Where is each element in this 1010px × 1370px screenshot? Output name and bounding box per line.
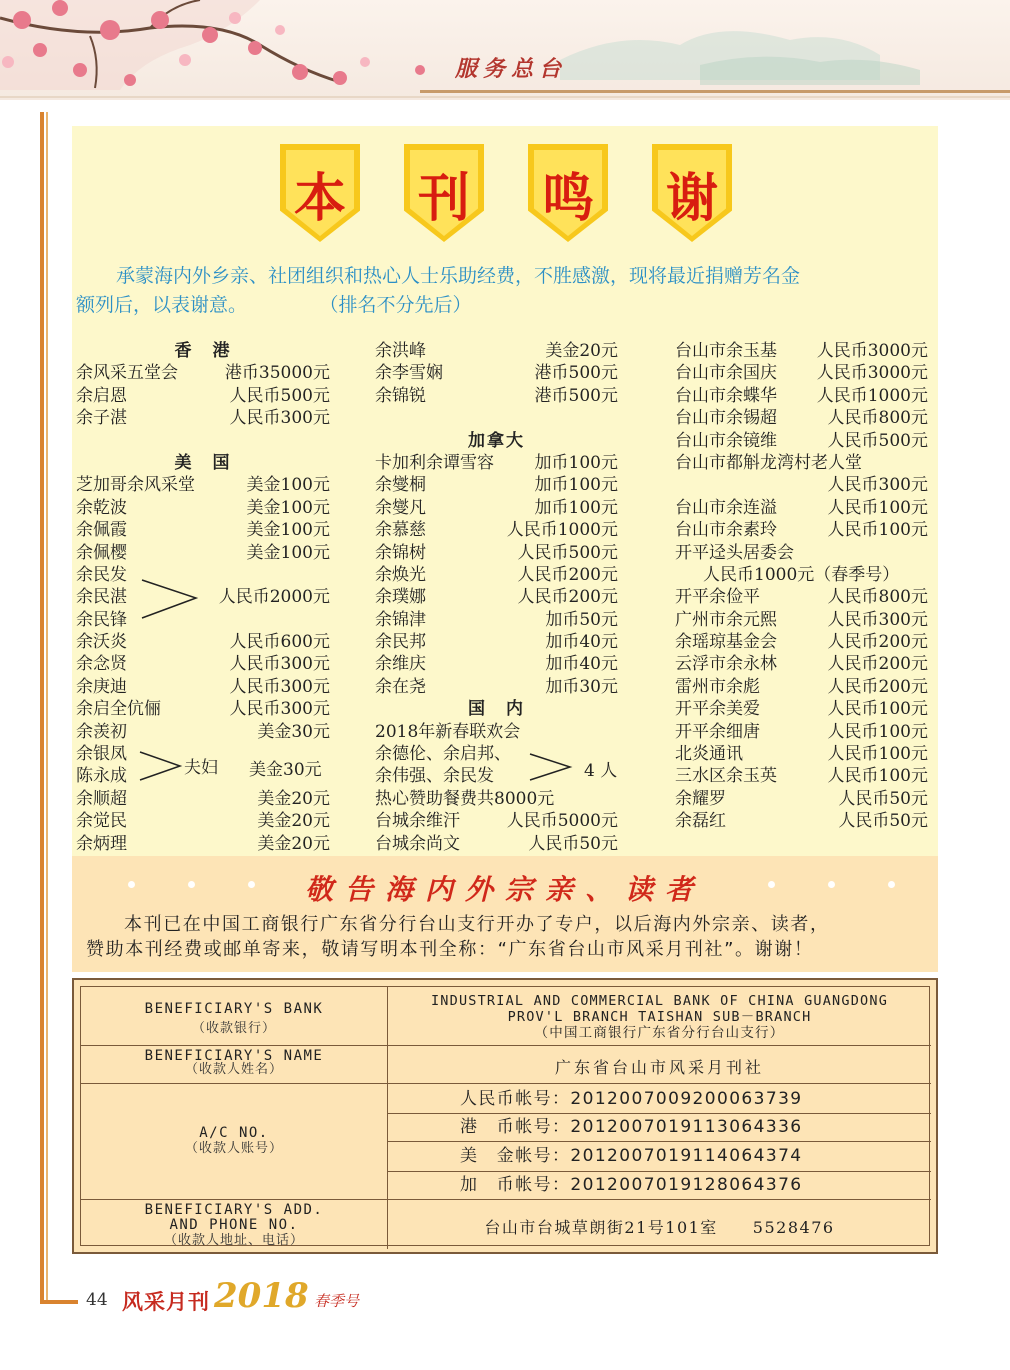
donor-amount: 港币35000元 (224, 363, 330, 384)
region-heading: 香 港 (174, 341, 232, 361)
donor-row (76, 653, 330, 675)
bank-label: BENEFICIARY'S BANK （收款银行） (144, 1001, 324, 1036)
donor-amount: 人民币200元 (827, 632, 928, 653)
donor-row (675, 362, 928, 384)
donor-row (675, 474, 928, 496)
donor-amount: 港币500元 (534, 385, 618, 406)
donor-row (675, 542, 928, 564)
account-number: 人民币帐号：201200700920006373​9 (460, 1089, 803, 1109)
donor-row (375, 788, 618, 810)
donor-amount: 人民币50元 (838, 811, 928, 832)
donor-row (375, 564, 618, 586)
donor-amount: 人民币100元 (827, 699, 928, 720)
notice-box (72, 856, 938, 972)
donor-row (675, 586, 928, 608)
donor-name: 余炳理 (76, 833, 127, 854)
donor-row (375, 833, 618, 855)
donor-name: 余念贤 (76, 654, 127, 675)
address-label: BENEFICIARY'S ADD. AND PHONE NO. （收款人地址、电话） (144, 1202, 324, 1248)
donor-row (675, 430, 928, 452)
donor-name: 余佩霞 (76, 520, 127, 541)
donor-amount: 人民币600元 (229, 632, 330, 653)
group-bracket-icon (528, 750, 574, 786)
group-bracket-icon (140, 574, 200, 624)
donor-row (675, 631, 928, 653)
donor-amount: 人民币300元 (827, 475, 928, 496)
donor-amount: 人民币200元 (827, 676, 928, 697)
donor-row (76, 385, 330, 407)
title-shield (652, 144, 732, 242)
donor-row (375, 519, 618, 541)
donor-amount: 人民币800元 (827, 587, 928, 608)
donor-row (76, 609, 330, 631)
donor-amount: 美金20元 (545, 341, 618, 361)
donor-row (76, 788, 330, 810)
left-border (40, 112, 44, 1304)
issue-season: 春季号 (314, 1292, 360, 1310)
donor-amount: 人民币300元 (229, 654, 330, 675)
donor-row (375, 765, 618, 787)
intro-line: 承蒙海内外乡亲、社团组织和热心人士乐助经费，不胜感激，现将最近捐赠芳名金 (116, 265, 801, 287)
address-value: 台山市台城草朗街21号101室 5528476 (484, 1218, 835, 1237)
donor-row (375, 586, 618, 608)
donor-row (675, 698, 928, 720)
donor-amount: 人民币200元 (517, 564, 618, 585)
donor-amount: 人民币50元 (528, 833, 618, 854)
donor-amount: 加币50元 (545, 609, 618, 630)
donor-name: 台山市余素玲 (675, 520, 777, 541)
issue-year: 2018 (214, 1276, 309, 1316)
donor-row (76, 810, 330, 832)
donor-name: 台山市余锡超 (675, 408, 777, 429)
title-shield (528, 144, 608, 242)
donor-amount: 美金30元 (257, 721, 330, 742)
donor-name: 云浮市余永林 (675, 654, 777, 675)
donor-row (675, 452, 928, 474)
donor-name: 余耀罗 (675, 788, 726, 809)
donor-row (675, 609, 928, 631)
donor-amount: 人民币100元 (827, 744, 928, 765)
donor-amount: 美金20元 (257, 788, 330, 809)
donor-amount: 人民币1000元 (816, 385, 928, 406)
bottom-border (40, 1300, 78, 1304)
donor-row (76, 542, 330, 564)
donor-amount: 人民币300元 (229, 699, 330, 720)
donor-name: 余磊红 (675, 811, 726, 832)
donor-name: 开平余细唐 (675, 721, 760, 742)
donor-name: 余风采五堂会 (76, 363, 178, 384)
donor-name: 余顺超 (76, 788, 127, 809)
region-heading: 国 内 (468, 699, 525, 720)
donor-amount: 人民币500元 (827, 430, 928, 451)
donor-name: 余子湛 (76, 408, 127, 429)
donor-name: 台山市余连溢 (675, 497, 777, 518)
title-char: 谢 (665, 169, 718, 229)
donor-name: 台山市余国庆 (675, 363, 777, 384)
donor-row (76, 407, 330, 429)
donor-name: 台城余尚文 (375, 833, 460, 854)
name-value: 广东省台山市风采月刊社 (554, 1058, 764, 1077)
account-label: A/C NO. （收款人账号） (184, 1125, 283, 1156)
donor-row (675, 564, 928, 586)
donor-name: 台山市余蝶华 (675, 385, 777, 406)
donor-row (375, 362, 618, 384)
donor-column-2 (375, 340, 618, 855)
donor-row (375, 474, 618, 496)
donor-row (76, 497, 330, 519)
donor-name: 余锦津 (375, 609, 426, 630)
donor-row (675, 788, 928, 810)
donor-amount: 美金20元 (257, 811, 330, 832)
donor-amount: 人民币2000元 (218, 587, 330, 608)
donor-row (675, 385, 928, 407)
donor-name: 广州市余元熙 (675, 609, 777, 630)
intro-paragraph (76, 262, 938, 320)
donor-row (675, 676, 928, 698)
donor-row (375, 743, 618, 765)
donor-name: 开平迳头居委会 (675, 542, 794, 563)
title-char: 刊 (417, 169, 470, 229)
donor-row (76, 474, 330, 496)
magazine-name: 风采月刊 (122, 1290, 210, 1314)
donor-amount: 人民币500元 (229, 385, 330, 406)
title-shield (280, 144, 360, 242)
donor-row (375, 497, 618, 519)
donor-row (675, 721, 928, 743)
donor-row (76, 833, 330, 855)
donor-name: 余燮凡 (375, 497, 426, 518)
title-shield (404, 144, 484, 242)
donor-name: 余瑶琼基金会 (675, 632, 777, 653)
donor-row (675, 340, 928, 362)
donor-row (675, 519, 928, 541)
donor-name: 余羡初 (76, 721, 127, 742)
donor-row (675, 497, 928, 519)
donor-row (675, 653, 928, 675)
donor-row (375, 385, 618, 407)
donor-row (76, 631, 330, 653)
notice-title: 敬告海内外宗亲、读者 (304, 873, 705, 906)
group-bracket-icon (138, 748, 184, 786)
donor-row (375, 721, 618, 743)
donor-amount: 人民币100元 (827, 520, 928, 541)
donor-amount: 港币500元 (534, 363, 618, 384)
couple-label: 夫妇 (184, 758, 218, 778)
donor-row (76, 721, 330, 743)
page-header (0, 0, 1010, 100)
donor-name: 余璞娜 (375, 587, 426, 608)
donor-amount: 人民币3000元 (816, 341, 928, 361)
donor-row (375, 810, 618, 832)
donor-name: 台城余维汗 (375, 811, 460, 832)
donor-row (76, 519, 330, 541)
donor-row (375, 653, 618, 675)
donor-name: 余民发 (76, 564, 127, 585)
donor-amount: 人民币100元 (827, 497, 928, 518)
donor-amount: 人民币500元 (517, 542, 618, 563)
title-char: 鸣 (541, 169, 594, 229)
donor-amount: 美金100元 (246, 542, 330, 563)
donor-name: 余沃炎 (76, 632, 127, 653)
header-rule-lower (0, 96, 1010, 98)
donor-name: 余洪峰 (375, 341, 426, 361)
bank-value: INDUSTRIAL AND COMMERCIAL BANK OF CHINA GUANGDONG PROV'L BRANCH TAISHAN SUB－BRANCH （中国工商银行广东省分行台山支行） (430, 993, 889, 1041)
donor-name: 三水区余玉英 (675, 766, 777, 787)
donor-row (76, 362, 330, 384)
donor-column-3 (675, 340, 928, 833)
donor-amount: 人民币200元 (517, 587, 618, 608)
donor-amount: 加币100元 (534, 475, 618, 496)
donor-name: 余慕慈 (375, 520, 426, 541)
header-rule (420, 90, 1010, 93)
donor-amount: 人民币1000元（春季号） (703, 564, 900, 585)
donor-name: 余银凤 (76, 744, 127, 765)
donor-row (76, 564, 330, 586)
donor-amount: 人民币300元 (229, 676, 330, 697)
donor-amount: 加币40元 (545, 632, 618, 653)
donor-name: 余民湛 (76, 587, 127, 608)
donor-row (375, 340, 618, 362)
donor-row (675, 743, 928, 765)
donor-amount: 加币100元 (534, 497, 618, 518)
page-number: 44 (86, 1290, 108, 1310)
donor-name: 2018年新春联欢会 (375, 721, 521, 742)
donor-name: 芝加哥余风采堂 (76, 475, 195, 496)
donor-name: 余在尧 (375, 676, 426, 697)
couple-amount: 美金30元 (249, 760, 322, 780)
notice-text: 本刊已在中国工商银行广东省分行台山支行开办了专户，以后海内外宗亲、读者， 赞助本刊经费或邮单寄来，敬请写明本刊全称：“广东省台山市风采月刊社”。谢谢！ (86, 914, 830, 960)
donor-row (675, 765, 928, 787)
donor-row (675, 407, 928, 429)
donor-name: 余庚迪 (76, 676, 127, 697)
donor-name: 卡加利余谭雪容 (375, 452, 494, 473)
donor-name: 余民锋 (76, 609, 127, 630)
donor-amount: 加币30元 (545, 676, 618, 697)
donor-row (76, 586, 330, 608)
donor-name: 余德伦、余启邦、 (375, 744, 511, 765)
donor-name: 北炎通讯 (675, 744, 743, 765)
donor-amount: 人民币200元 (827, 654, 928, 675)
donor-amount: 人民币1000元 (506, 520, 618, 541)
intro-note: （排名不分先后） (329, 294, 472, 316)
donor-row (76, 430, 330, 452)
donor-amount: 人民币100元 (827, 766, 928, 787)
donor-amount: 人民币800元 (827, 408, 928, 429)
donor-row (76, 698, 330, 720)
intro-line: 额列后，以表谢意。 （排名不分先后） (76, 294, 472, 316)
donor-name: 余伟强、余民发 (375, 766, 494, 787)
donor-name: 台山市都斛龙湾村老人堂 (675, 452, 862, 473)
account-number: 美 金帐号：2012007019114064374 (460, 1146, 803, 1166)
donor-name: 余佩樱 (76, 542, 127, 563)
donor-name: 余民邦 (375, 632, 426, 653)
donor-name: 雷州市余彪 (675, 676, 760, 697)
donor-row (375, 631, 618, 653)
donor-amount: 人民币50元 (838, 788, 928, 809)
section-title: 服务总台 (455, 56, 568, 82)
donor-name: 台山市余玉基 (675, 341, 777, 361)
donor-name: 余锦锐 (375, 385, 426, 406)
title-char: 本 (293, 169, 346, 229)
donor-amount: 人民币3000元 (816, 363, 928, 384)
donor-amount: 人民币100元 (827, 721, 928, 742)
left-border-inner (46, 112, 48, 1304)
donor-row (375, 407, 618, 429)
donor-name: 余觉民 (76, 811, 127, 832)
account-number: 港 币帐号：2012007019113064336 (460, 1117, 803, 1137)
donor-amount: 美金100元 (246, 475, 330, 496)
donor-row (675, 810, 928, 832)
donor-name: 余燮桐 (375, 475, 426, 496)
account-number: 加 币帐号：2012007019128064376 (460, 1175, 803, 1195)
region-heading: 加拿大 (468, 430, 525, 451)
donor-name: 余焕光 (375, 564, 426, 585)
name-label: BENEFICIARY'S NAME （收款人姓名） (144, 1048, 324, 1077)
group-amount: 4 人 (584, 761, 618, 781)
donor-amount: 美金20元 (257, 833, 330, 854)
donor-name: 陈永成 (76, 766, 127, 787)
donor-name: 余乾波 (76, 497, 127, 518)
region-heading: 美 国 (174, 452, 232, 473)
donor-amount: 美金100元 (246, 497, 330, 518)
donor-name: 余锦树 (375, 542, 426, 563)
donor-name: 余启全伉俪 (76, 699, 161, 720)
donor-row (76, 676, 330, 698)
donor-name: 台山市余镜维 (675, 430, 777, 451)
donor-name: 余李雪娴 (375, 363, 443, 384)
donor-amount: 加币40元 (545, 654, 618, 675)
donor-amount: 人民币5000元 (506, 811, 618, 832)
donor-amount: 加币100元 (534, 452, 618, 473)
donor-row (375, 542, 618, 564)
donor-amount: 美金100元 (246, 520, 330, 541)
donor-name: 余维庆 (375, 654, 426, 675)
donor-row (375, 609, 618, 631)
donor-row (375, 676, 618, 698)
heading-banner (280, 144, 750, 244)
donor-name: 开平余美爱 (675, 699, 760, 720)
donor-name: 开平余俭平 (675, 587, 760, 608)
bank-info-table (72, 978, 938, 1254)
donor-row (375, 452, 618, 474)
blossom-decoration (0, 0, 1010, 100)
donor-name: 热心赞助餐费共8000元 (375, 788, 555, 809)
donor-amount: 人民币300元 (827, 609, 928, 630)
donor-name: 余启恩 (76, 385, 127, 406)
donor-amount: 人民币300元 (229, 408, 330, 429)
